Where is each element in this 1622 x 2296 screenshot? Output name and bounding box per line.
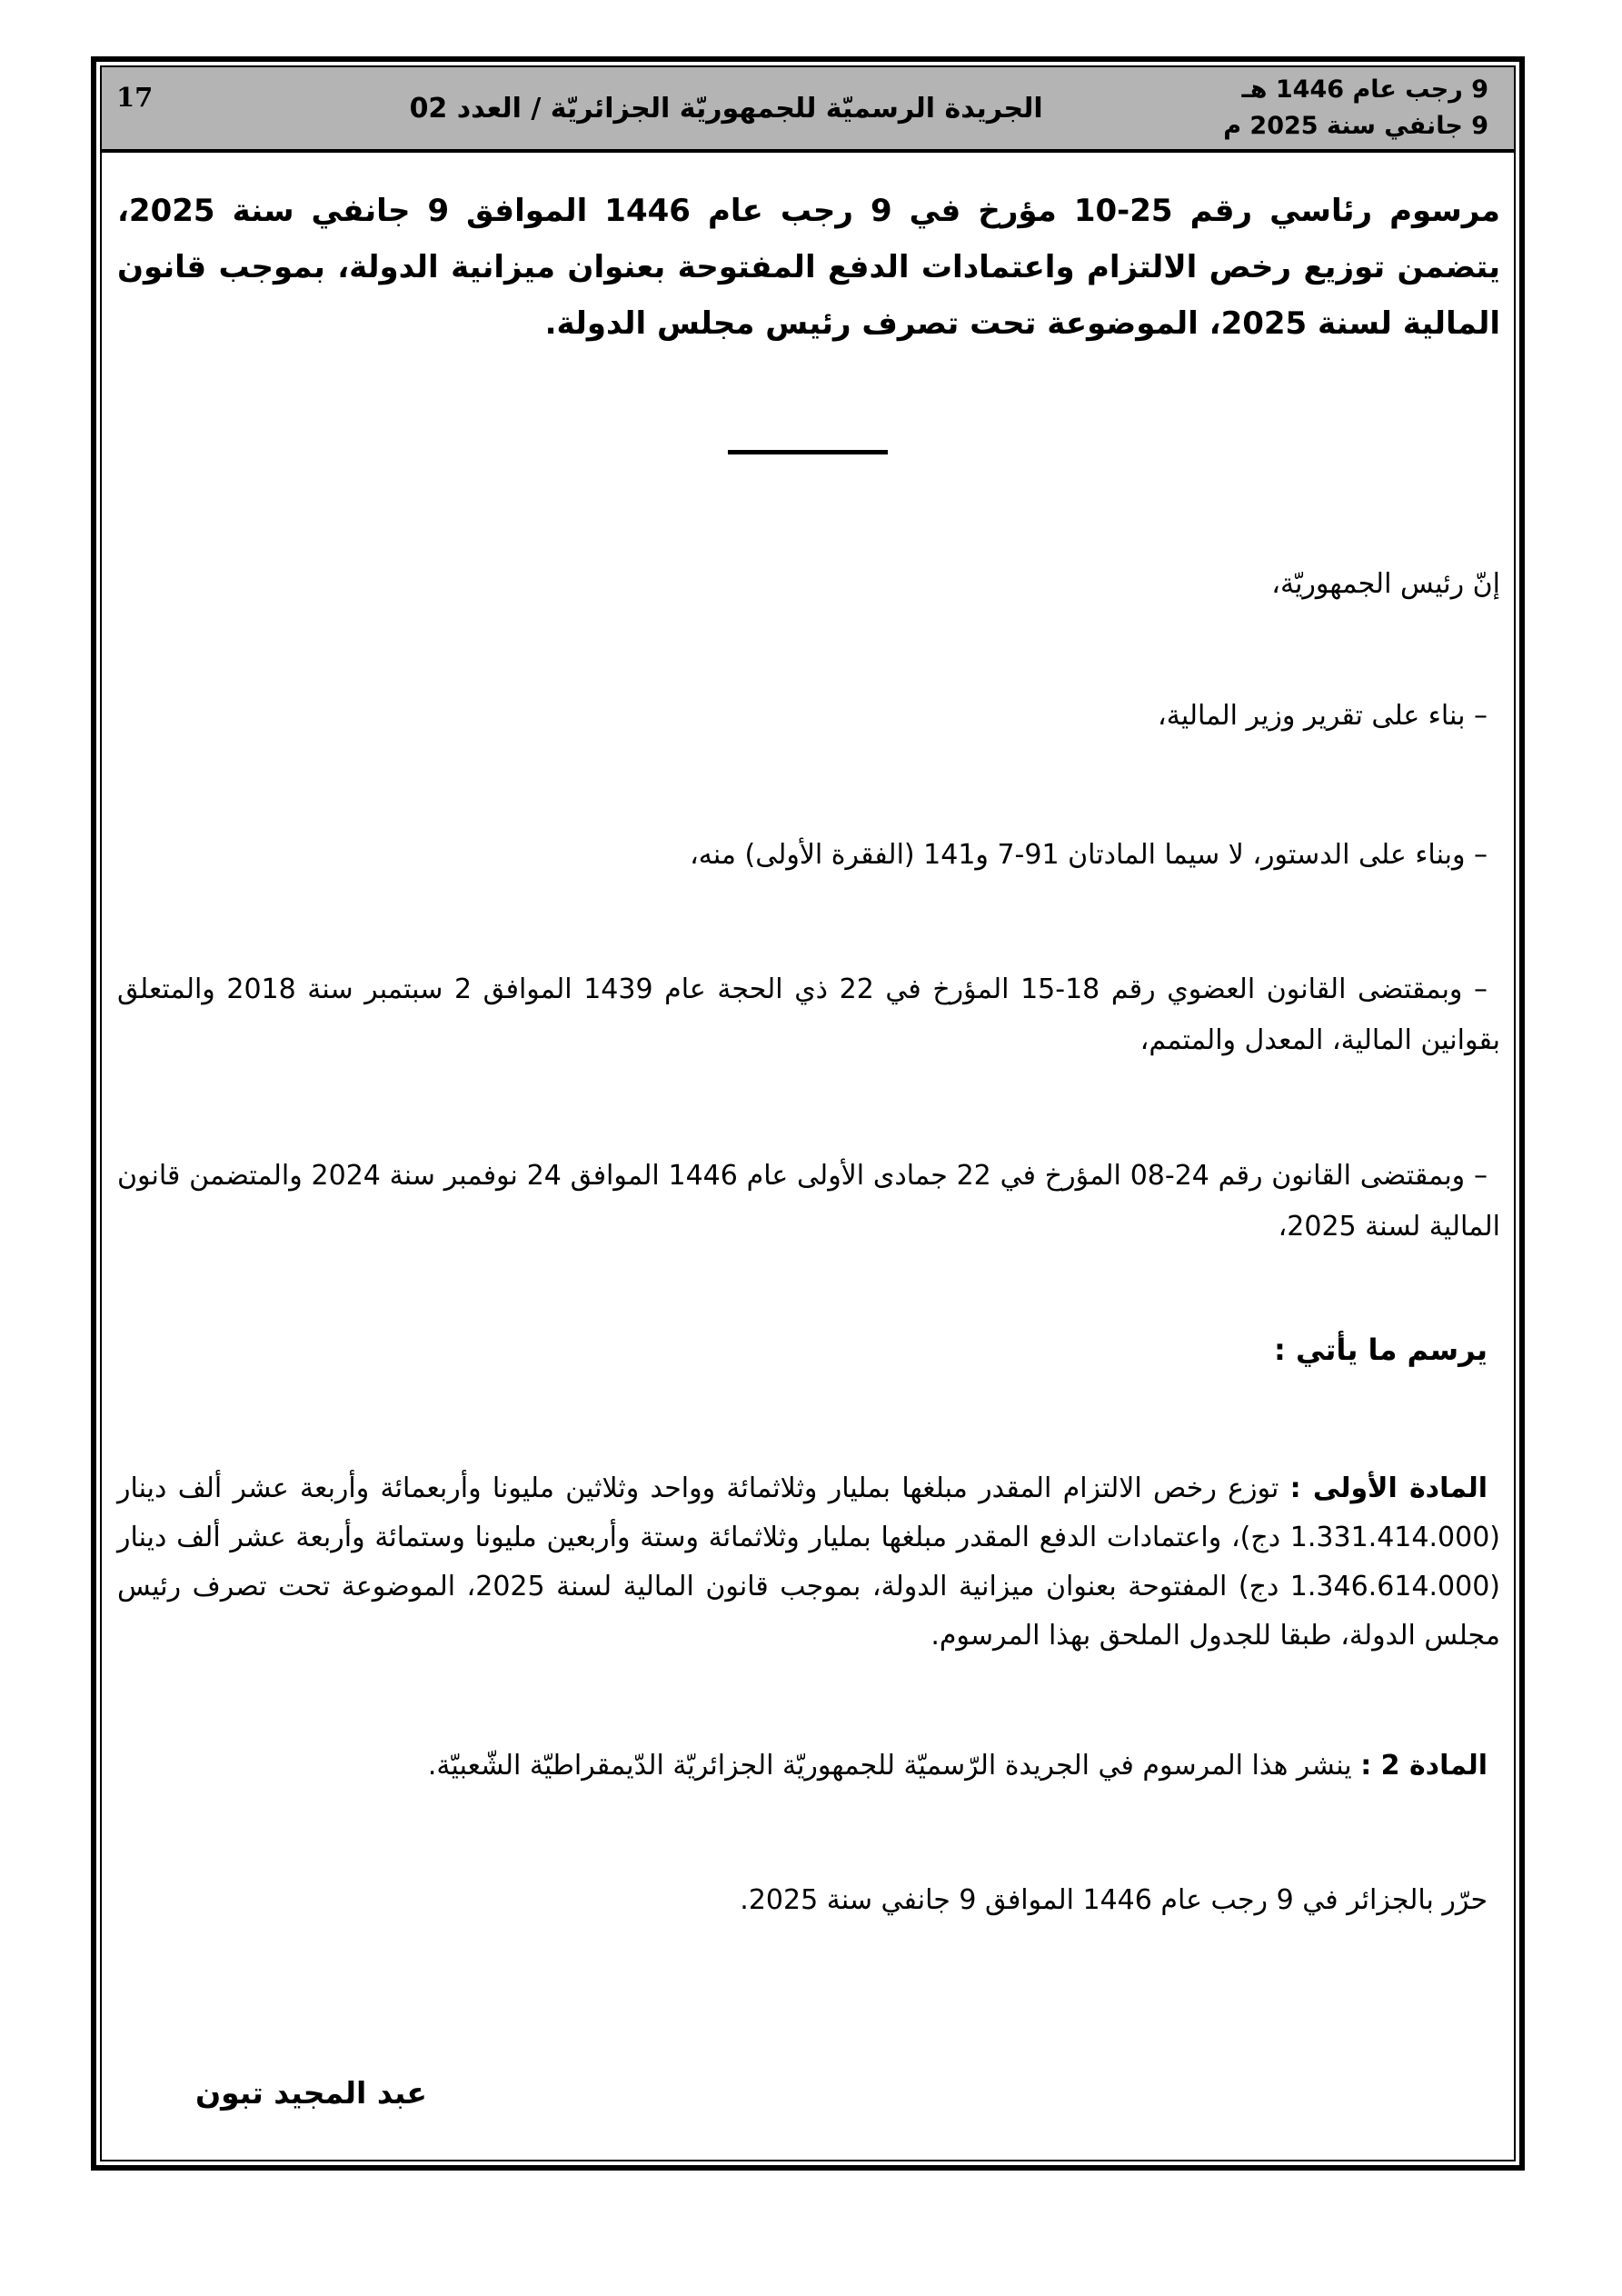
hijri-date: 9 رجب عام 1446 هـ: [1241, 75, 1488, 104]
visa-organic-finance-law: – وبمقتضى القانون العضوي رقم 18-15 المؤرخ في 22 ذي الحجة عام 1439 الموافق 2 سبتمبر سنة 2018 والمتعلق بقوانين المالية، المعدل والمتمم،: [117, 973, 1500, 1056]
signature: عبد المجيد تبون: [195, 2075, 427, 2111]
article-1-label: المادة الأولى :: [1289, 1472, 1488, 1504]
page-inner-frame: [100, 65, 1516, 2161]
visa-constitution: – وبناء على الدستور، لا سيما المادتان 91-7 و141 (الفقرة الأولى) منه،: [690, 839, 1488, 871]
article-2-label: المادة 2 :: [1360, 1750, 1488, 1782]
header-band: [102, 67, 1514, 153]
article-1-text: توزع رخص الالتزام المقدر مبلغها بمليار وثلاثمائة وواحد وثلاثين مليونا وأربعمائة وأربعة عشر ألف دينار (1.331.414.000 دج)، واعتمادات الدفع المقدر مبلغها بمليار وثلاثمائة وستة وأربعين مليونا وستمائة وأربعة عشر ألف دينار (1.346.614.000 دج) المفتوحة بعنوان ميزانية الدولة، بموجب قانون المالية لسنة 2025، الموضوعة تحت تصرف رئيس مجلس الدولة، طبقا للجدول الملحق بهذا المرسوم.: [117, 1472, 1500, 1652]
gazette-title: الجريدة الرسميّة للجمهوريّة الجزائريّة / العدد 02: [409, 92, 1043, 125]
article-2: [117, 1746, 1500, 1786]
decree-title: مرسوم رئاسي رقم 25-10 مؤرخ في 9 رجب عام 1446 الموافق 9 جانفي سنة 2025، يتضمن توزيع رخص الالتزام واعتمادات الدفع المفتوحة بعنوان ميزانية الدولة، بموجب قانون المالية لسنة 2025، الموضوعة تحت تصرف رئيس مجلس الدولة.: [117, 193, 1500, 342]
page-frame: [91, 56, 1525, 2171]
page-number: 17: [116, 82, 154, 113]
visa-minister-report: – بناء على تقرير وزير المالية،: [1158, 700, 1488, 732]
closing-date-line: حرّر بالجزائر في 9 رجب عام 1446 الموافق 9 جانفي سنة 2025.: [740, 1884, 1488, 1916]
section-separator: [728, 450, 888, 454]
article-2-text: ينشر هذا المرسوم في الجريدة الرّسميّة للجمهوريّة الجزائريّة الدّيمقراطيّة الشّعبيّة.: [427, 1750, 1352, 1782]
preamble-intro: إنّ رئيس الجمهوريّة،: [1271, 568, 1500, 600]
gregorian-date: 9 جانفي سنة 2025 م: [1223, 112, 1488, 140]
visa-finance-law-2025: – وبمقتضى القانون رقم 24-08 المؤرخ في 22 جمادى الأولى عام 1446 الموافق 24 نوفمبر سنة 2024 والمتضمن قانون المالية لسنة 2025،: [117, 1160, 1500, 1243]
header-dates: [1214, 72, 1514, 145]
article-1: [117, 1464, 1500, 1661]
enacting-clause: يرسم ما يأتي :: [1274, 1333, 1488, 1367]
